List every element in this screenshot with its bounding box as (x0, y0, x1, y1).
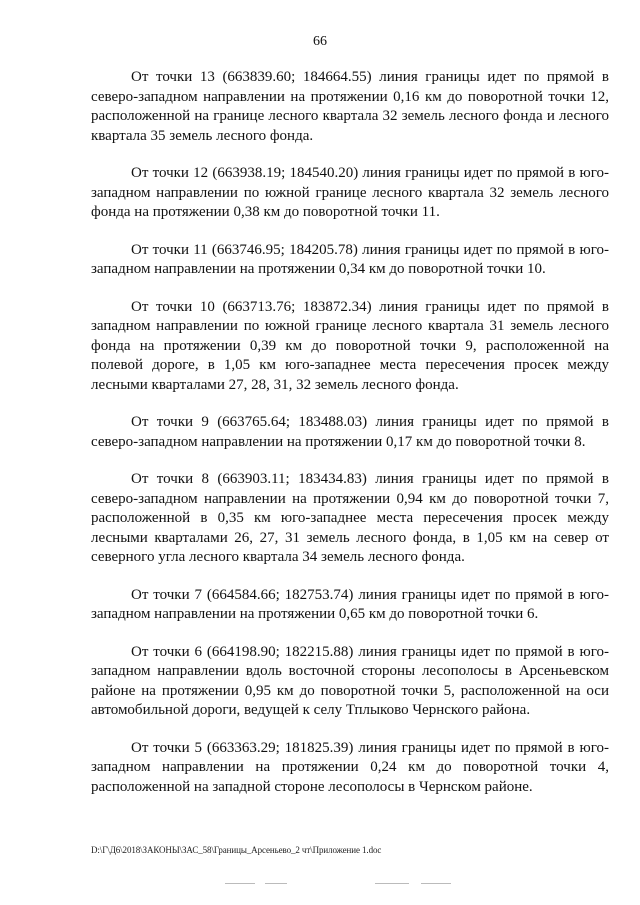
page-number: 66 (313, 34, 327, 49)
paragraph-point-8: От точки 8 (663903.11; 183434.83) линия границы идет по прямой в северо-западном направлении на протяжении 0,94 км до поворотной точки 7, расположенной в 0,35 км юго-западнее места пересечения просек между лесными кварталами 26, 27, 31 земель лесного фонда, в 1,05 км на север от северного угла лесного квартала 34 земель лесного фонда. (91, 471, 609, 565)
paragraph-point-11: От точки 11 (663746.95; 184205.78) линия границы идет по прямой в юго-западном направлении на протяжении 0,34 км до поворотной точки 10. (91, 241, 609, 277)
paragraph-point-6: От точки 6 (664198.90; 182215.88) линия границы идет по прямой в юго-западном направлении вдоль восточной стороны лесополосы в Арсеньевском районе на протяжении 0,95 км до поворотной точки 5, расположенной на оси автомобильной дороги, ведущей к селу Тплыково Чернского района. (91, 643, 609, 718)
paragraph-point-5: От точки 5 (663363.29; 181825.39) линия границы идет по прямой в юго-западном направлении на протяжении 0,24 км до поворотной точки 4, расположенной на западной стороне лесополосы в Чернском районе. (91, 739, 609, 795)
document-body (91, 68, 609, 815)
paragraph-point-9: От точки 9 (663765.64; 183488.03) линия границы идет по прямой в северо-западном направлении на протяжении 0,17 км до поворотной точки 8. (91, 414, 609, 450)
paragraph-point-13: От точки 13 (663839.60; 184664.55) линия границы идет по прямой в северо-западном направлении на протяжении 0,16 км до поворотной точки 12, расположенной на границе лесного квартала 32 земель лесного фонда и лесного квартала 35 земель лесного фонда. (91, 69, 609, 144)
scan-artifact-marks (225, 883, 465, 887)
paragraph-point-7: От точки 7 (664584.66; 182753.74) линия границы идет по прямой в юго-западном направлении на протяжении 0,65 км до поворотной точки 6. (91, 586, 609, 622)
paragraph-point-10: От точки 10 (663713.76; 183872.34) линия границы идет по прямой в западном направлении по южной границе лесного квартала 31 земель лесного фонда на протяжении 0,39 км до поворотной точки 9, расположенной на полевой дороге, в 1,05 км юго-западнее места пересечения просек между лесными кварталами 27, 28, 31, 32 земель лесного фонда. (91, 298, 609, 393)
paragraph-point-12: От точки 12 (663938.19; 184540.20) линия границы идет по прямой в юго-западном направлении по южной границе лесного квартала 32 земель лесного фонда на протяжении 0,38 км до поворотной точки 11. (91, 165, 609, 220)
footer-file-path: D:\Г\Д6\2018\ЗАКОНЫ\ЗАС_58\Границы_Арсеньево_2 чт\Приложение 1.doc (91, 845, 382, 855)
